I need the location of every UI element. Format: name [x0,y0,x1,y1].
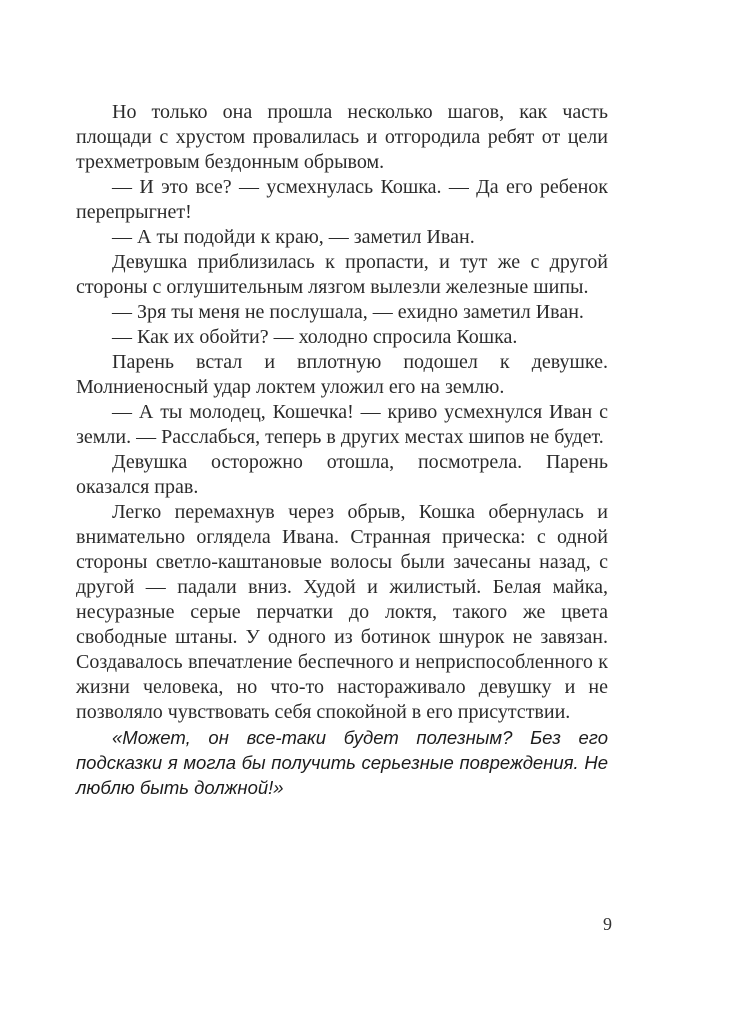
paragraph-3: — А ты подойди к краю, — заметил Иван. [112,226,475,248]
paragraph-2: — И это все? — усмехнулась Кошка. — Да его ребенок перепрыгнет! [76,176,608,223]
body-text [76,100,608,800]
paragraph-7: Парень встал и вплотную подошел к девушке. Молниеносный удар локтем уложил его на землю. [76,351,608,398]
paragraph-4: Девушка приблизилась к пропасти, и тут же с другой стороны с оглушительным лязгом вылезли железные шипы. [76,251,608,298]
paragraph-9: Девушка осторожно отошла, посмотрела. Парень оказался прав. [76,451,608,498]
page-number: 9 [603,914,612,934]
paragraph-5: — Зря ты меня не послушала, — ехидно заметил Иван. [112,301,584,323]
paragraph-8: — А ты молодец, Кошечка! — криво усмехнулся Иван с земли. — Расслабься, теперь в других местах шипов не будет. [76,401,608,448]
italic-thought-paragraph: «Может, он все-таки будет полезным? Без его подсказки я могла бы получить серьезные повреждения. Не люблю быть должной!» [76,727,608,798]
paragraph-1: Но только она прошла несколько шагов, как часть площади с хрустом провалилась и отгородила ребят от цели трехметровым бездонным обрывом. [76,101,608,173]
paragraph-10: Легко перемахнув через обрыв, Кошка обернулась и внимательно оглядела Ивана. Странная прическа: с одной стороны светло-каштановые волосы были зачесаны назад, с другой — падали вниз. Худой и жилистый. Белая майка, несуразные серые перчатки до локтя, такого же цвета свободные штаны. У одного из ботинок шнурок не завязан. Создавалось впечатление беспечного и неприспособленного к жизни человека, но что-то настораживало девушку и не позволяло чувствовать себя спокойной в его присутствии. [76,501,608,723]
paragraph-6: — Как их обойти? — холодно спросила Кошка. [112,326,518,348]
